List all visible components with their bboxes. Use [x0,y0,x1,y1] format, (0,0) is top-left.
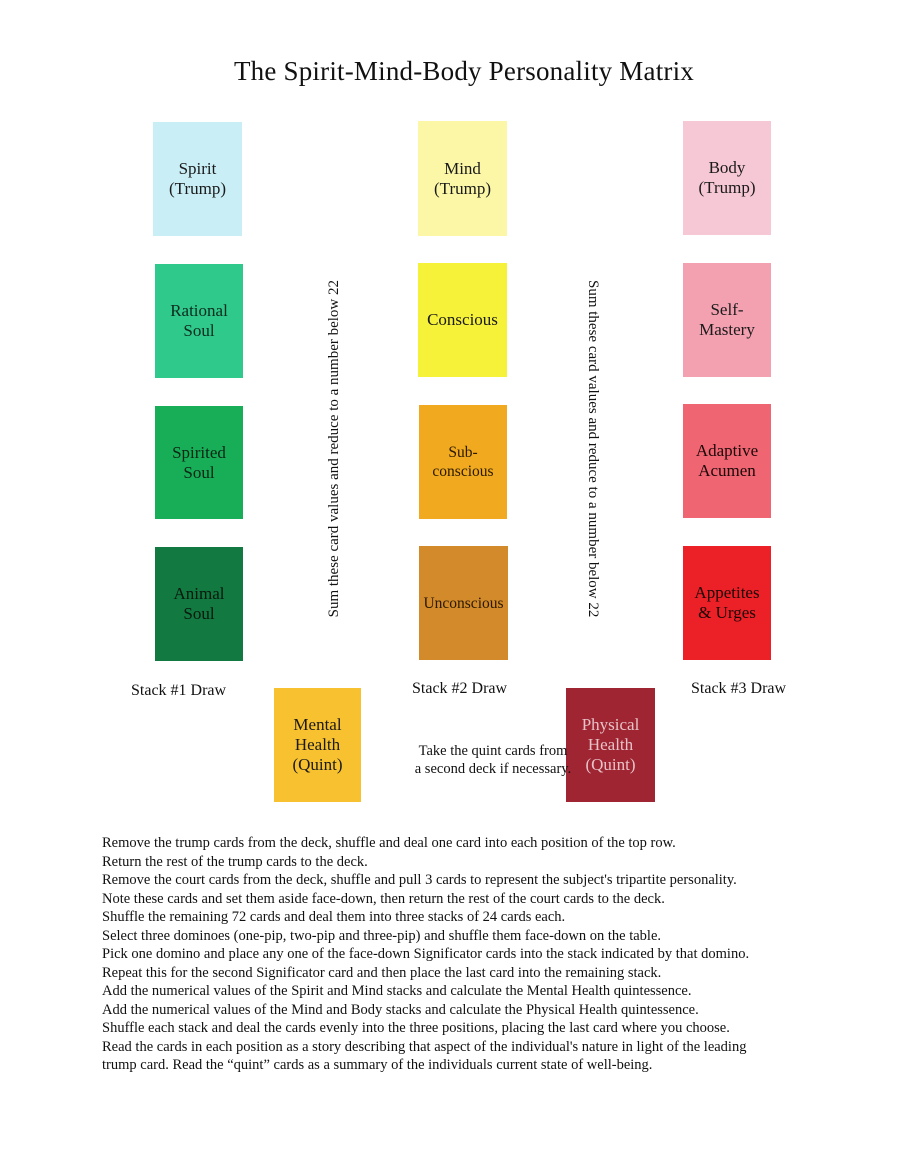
instruction-line: Repeat this for the second Significator card and then place the last card into the remaining stack. [102,964,662,981]
instruction-line: Shuffle the remaining 72 cards and deal them into three stacks of 24 cards each. [102,909,566,925]
instruction-line: Return the rest of the trump cards to the deck. [102,853,368,870]
physical-health-quint-card: Physical Health (Quint) [566,688,655,802]
instructions-list [102,834,882,1075]
unconscious-card: Unconscious [419,546,508,660]
animal-soul-card: Animal Soul [155,547,243,661]
instruction-line: Remove the court cards from the deck, shuffle and pull 3 cards to represent the subject's tripartite personality. [102,872,737,888]
stack-3-label: Stack #3 Draw [691,680,787,697]
instruction-line: Select three dominoes (one-pip, two-pip and three-pip) and shuffle them face-down on the table. [102,927,662,944]
subconscious-card: Sub- conscious [419,405,507,519]
mind-trump-card: Mind (Trump) [418,121,507,236]
appetites-urges-card: Appetites & Urges [683,546,771,660]
instruction-line: Remove the trump cards from the deck, shuffle and deal one card into each position of the top row. [102,835,676,851]
quint-note: Take the quint cards from a second deck if necessary. [414,743,572,777]
instruction-line: Read the cards in each position as a story describing that aspect of the individual's nature in light of the leading [102,1038,747,1055]
instruction-line: Shuffle each stack and deal the cards evenly into the three positions, placing the last card where you choose. [102,1020,730,1036]
body-trump-card: Body (Trump) [683,121,771,235]
adaptive-acumen-card: Adaptive Acumen [683,404,771,518]
sum-note-spirit-mind: Sum these card values and reduce to a number below 22 [326,280,342,618]
page-title: The Spirit-Mind-Body Personality Matrix [233,56,694,86]
self-mastery-card: Self- Mastery [683,263,771,377]
stack-2-label: Stack #2 Draw [412,680,508,697]
instruction-line: Add the numerical values of the Mind and Body stacks and calculate the Physical Health quintessence. [102,1001,699,1018]
instruction-line: trump card. Read the “quint” cards as a summary of the individuals current state of well-being. [102,1057,653,1073]
rational-soul-card: Rational Soul [155,264,243,378]
spirit-trump-card: Spirit (Trump) [153,122,242,236]
mental-health-quint-card: Mental Health (Quint) [274,688,361,802]
conscious-card: Conscious [418,263,507,377]
sum-note-mind-body: Sum these card values and reduce to a number below 22 [585,280,601,618]
instruction-line: Pick one domino and place any one of the face-down Significator cards into the stack indicated by that domino. [102,946,750,962]
spirited-soul-card: Spirited Soul [155,406,243,519]
stack-1-label: Stack #1 Draw [131,682,227,699]
instruction-line: Note these cards and set them aside face-down, then return the rest of the court cards to the deck. [102,890,665,907]
instruction-line: Add the numerical values of the Spirit and Mind stacks and calculate the Mental Health quintessence. [102,983,692,999]
